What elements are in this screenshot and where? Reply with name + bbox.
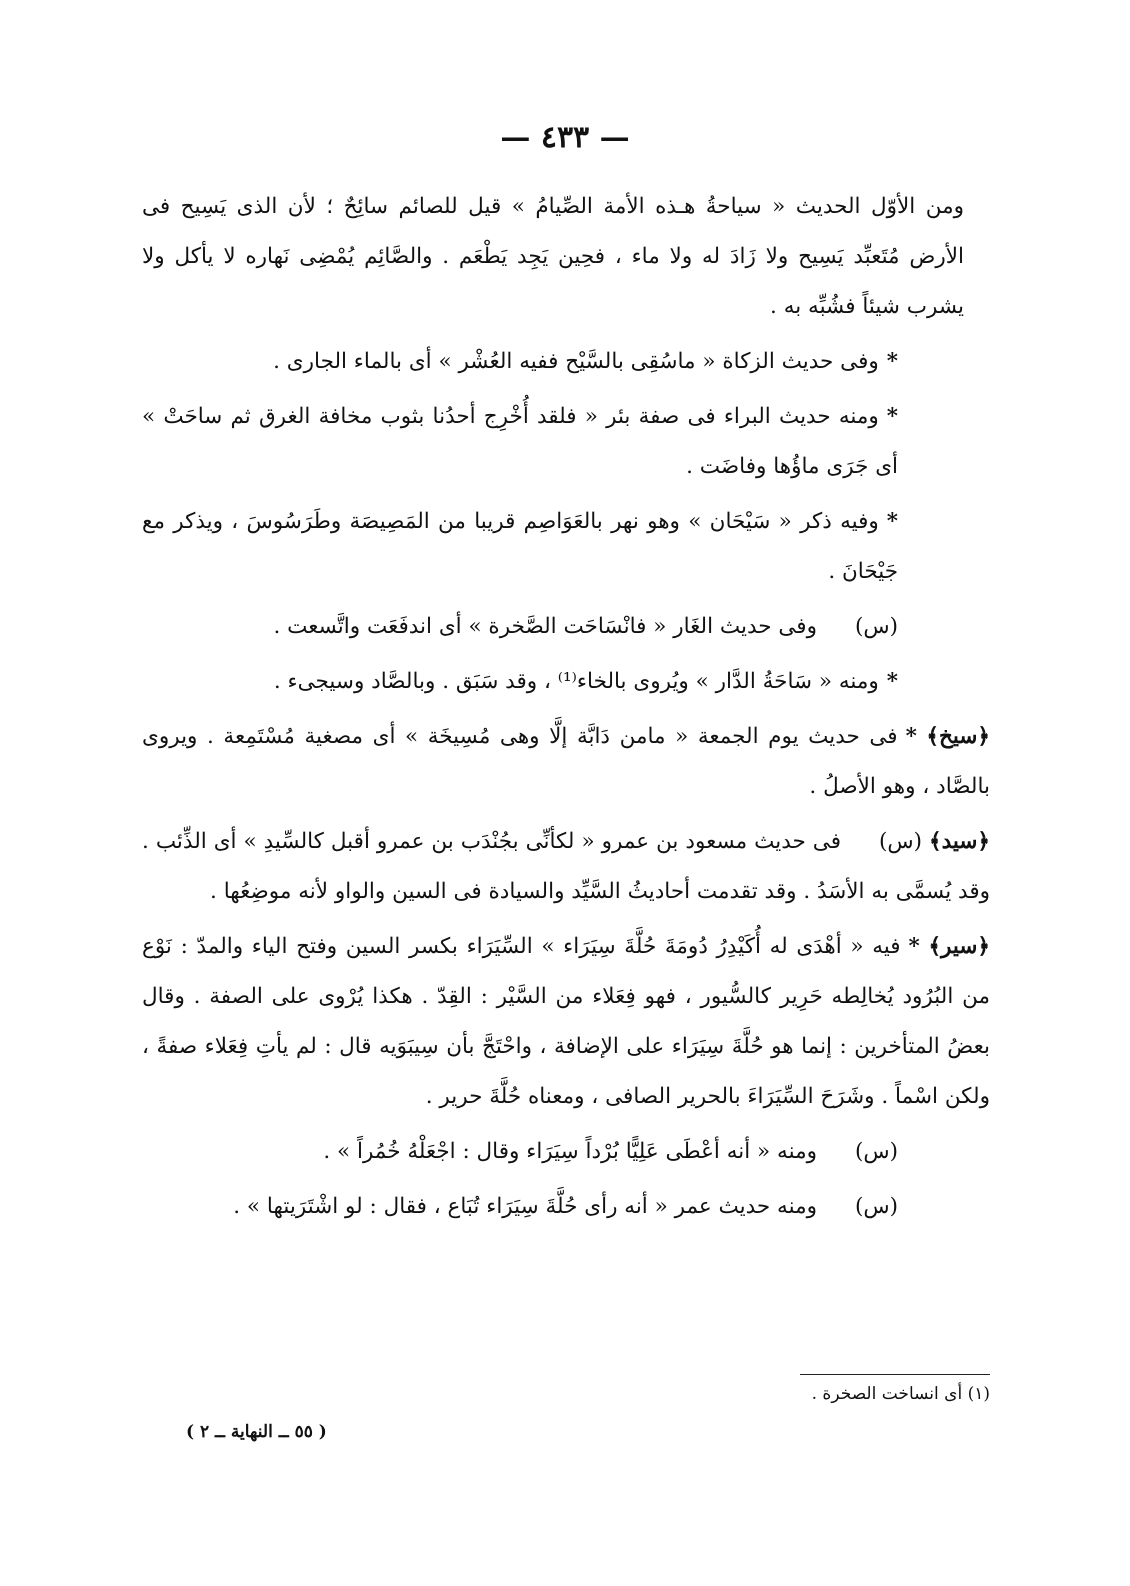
star-marker: * xyxy=(886,669,898,694)
page-number: — ٤٣٣ — xyxy=(500,120,630,155)
signature-mark: ( ٥٥ ــ النهاية ــ ٢ ) xyxy=(186,1422,327,1442)
sin-marker: (س) xyxy=(878,829,923,854)
paragraph-text: وفى حديث الزكاة « ماسُقِى بالسَّيْح ففيه العُشْر » أى بالماء الجارى . xyxy=(273,349,879,374)
paragraph-text: وفى حديث الغَار « فانْسَاحَت الصَّخرة » أى اندفَعَت واتَّسعت . xyxy=(273,614,817,639)
body-text xyxy=(142,182,990,1237)
paragraph-umar xyxy=(142,1182,990,1232)
paragraph-entry-sir xyxy=(142,922,990,1122)
star-marker: * xyxy=(908,934,920,959)
entry-heading-sid: ﴿سيد﴾ xyxy=(929,829,990,854)
paragraph-siyaha xyxy=(142,182,990,332)
paragraph-zakat xyxy=(142,337,990,387)
footnote: (١) أى انساخت الصخرة . xyxy=(811,1384,990,1404)
paragraph-text: وفيه ذكر « سَيْحَان » وهو نهر بالعَوَاصِم قريبا من المَصِيصَة وطَرَسُوسَ ، ويذكر مع جَيْحَانَ . xyxy=(142,509,898,584)
paragraph-text: ومن الأوّل الحديث « سياحةُ هـذه الأمة الصِّيامُ » قيل للصائم سائِحٌ ؛ لأن الذى يَسِيح فى الأرض مُتَعبِّد يَسِيح ولا زَادَ له ولا ماء ، فحِين يَجِد يَطْعَم . والصَّائِم يُمْضِى نَهاره لا يأكل ولا يشرب شيئاً فشُبِّه به . xyxy=(142,194,964,319)
paragraph-text: ومنه حديث عمر « أنه رأى حُلَّةَ سِيَرَاء تُبَاع ، فقال : لو اشْتَرَيتها » . xyxy=(233,1194,817,1219)
sin-marker: (س) xyxy=(854,1139,898,1164)
paragraph-text: ومنه حديث البراء فى صفة بئر « فلقد أُخْرِج أحدُنا بثوب مخافة الغرق ثم ساحَتْ » أى جَرَى ماؤُها وفاضَت . xyxy=(142,404,898,479)
paragraph-text: ومنه « أنه أعْطَى عَلِيًّا بُرْداً سِيَرَاء وقال : اجْعَلْهُ خُمُراً » . xyxy=(323,1139,817,1164)
entry-heading-sikh: ﴿سيخ﴾ xyxy=(926,724,990,749)
sin-marker: (س) xyxy=(854,614,898,639)
paragraph-baraa xyxy=(142,392,990,492)
paragraph-text: فى حديث مسعود بن عمرو « لكأنِّى بجُنْدَب بن عمرو أقبل كالسِّيدِ » أى الذِّئب . وقد يُسمَّى به الأسَدُ . وقد تقدمت أحاديثُ السَّيِّد والسيادة فى السين والواو لأنه موضِعُها . xyxy=(142,829,990,904)
sin-marker: (س) xyxy=(854,1194,898,1219)
paragraph-entry-sikh xyxy=(142,712,990,812)
paragraph-burd xyxy=(142,1127,990,1177)
star-marker: * xyxy=(886,349,898,374)
star-marker: * xyxy=(905,724,917,749)
paragraph-entry-sid xyxy=(142,817,990,917)
paragraph-saha xyxy=(142,657,990,707)
paragraph-text: فى حديث يوم الجمعة « مامن دَابَّة إلَّا وهى مُسِيخَة » أى مصغية مُسْتَمِعة . ويروى بالصَّاد ، وهو الأصلُ . xyxy=(142,724,990,799)
footnote-divider xyxy=(800,1374,990,1375)
paragraph-text: ومنه « سَاحَةُ الدَّار » ويُروى بالخاء⁽¹⁾ ، وقد سَبَق . وبالصَّاد وسيجىء . xyxy=(273,669,879,694)
paragraph-text: فيه « أهْدَى له أُكَيْدِرُ دُومَةَ حُلَّةَ سِيَرَاء » السِّيَرَاء بكسر السين وفتح الياء والمدّ : نَوْع من البُرُود يُخالِطه حَرِير كالسُّيور ، فهو فِعَلاء من السَّيْر : القِدّ . هكذا يُرْوى على الصفة . وقال بعضُ المتأخرين : إنما هو حُلَّةَ سِيَرَاء على الإضافة ، واحْتَجَّ بأن سِيبَوَيه قال : لم يأتِ فِعَلاء صفةً ، ولكن اسْماً . وشَرَحَ السِّيَرَاءَ بالحرير الصافى ، ومعناه حُلَّةَ حرير . xyxy=(142,934,990,1109)
star-marker: * xyxy=(886,404,898,429)
paragraph-sayhan xyxy=(142,497,990,597)
paragraph-ghar xyxy=(142,602,990,652)
star-marker: * xyxy=(886,509,898,534)
entry-heading-sir: ﴿سير﴾ xyxy=(928,934,990,959)
